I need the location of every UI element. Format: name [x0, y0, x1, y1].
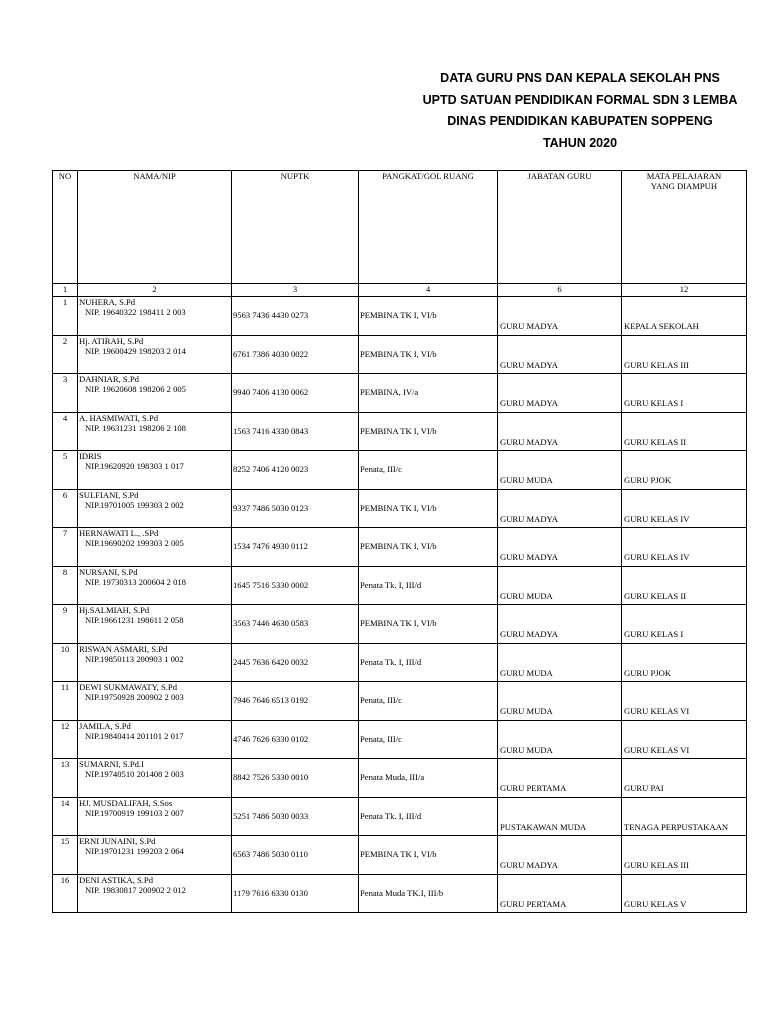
jabatan-cell [498, 335, 622, 374]
mapel-cell [622, 605, 747, 644]
pangkat-value: Penata, III/c [360, 733, 402, 744]
teacher-table [52, 170, 747, 913]
pangkat-cell [359, 489, 498, 528]
jabatan-cell [498, 797, 622, 836]
nuptk-cell [232, 643, 359, 682]
pangkat-cell [359, 374, 498, 413]
teacher-name: Hj. ATIRAH, S.Pd [79, 335, 144, 346]
mapel-cell [622, 489, 747, 528]
teacher-nip: NIP. 19830817 200902 2 012 [85, 884, 186, 895]
nuptk-cell [232, 451, 359, 490]
pangkat-value: Penata, III/c [360, 695, 402, 705]
name-nip-cell [78, 605, 232, 644]
pangkat-value: PEMBINA TK I, VI/b [360, 310, 437, 320]
name-nip-cell [78, 451, 232, 490]
teacher-nip: NIP.19690202 199303 2 005 [85, 538, 184, 548]
name-nip-cell [78, 682, 232, 721]
row-number: 9 [53, 605, 78, 644]
nuptk-cell [232, 335, 359, 374]
jabatan-value: GURU MADYA [500, 513, 559, 524]
row-number: 10 [53, 643, 78, 682]
pangkat-cell [359, 566, 498, 605]
table-row [53, 566, 747, 605]
table-row [53, 412, 747, 451]
teacher-nip: NIP. 19631231 198206 2 108 [85, 422, 186, 433]
mapel-cell [622, 297, 747, 336]
teacher-name: HJ. MUSDALIFAH, S.Sos [79, 797, 173, 808]
jabatan-cell [498, 759, 622, 798]
title-line-3: DINAS PENDIDIKAN KABUPATEN SOPPENG [447, 114, 713, 128]
header-nuptk: NUPTK [232, 171, 359, 284]
teacher-name: NUHERA, S.Pd [79, 297, 136, 307]
mapel-cell [622, 759, 747, 798]
name-nip-cell [78, 874, 232, 913]
teacher-nip: NIP.19701005 199303 2 002 [85, 499, 184, 510]
header-jabatan: JABATAN GURU [498, 171, 622, 284]
nuptk-cell [232, 797, 359, 836]
jabatan-cell [498, 682, 622, 721]
mapel-value: GURU KELAS II [624, 436, 687, 447]
pangkat-value: Penata Muda TK.I, III/b [360, 887, 444, 898]
mapel-cell [622, 335, 747, 374]
row-number: 15 [53, 836, 78, 875]
teacher-nip: NIP.19750928 200902 2 003 [85, 692, 184, 702]
pangkat-cell [359, 836, 498, 875]
jabatan-cell [498, 297, 622, 336]
name-nip-cell [78, 335, 232, 374]
jabatan-value: GURU MUDA [500, 744, 553, 755]
teacher-nip: NIP.19700919 199103 2 007 [85, 807, 184, 818]
nuptk-value: 1563 7416 4330 0843 [233, 425, 309, 436]
nuptk-cell [232, 759, 359, 798]
column-number-row [53, 284, 747, 297]
nuptk-value: 7946 7646 6513 0192 [233, 695, 309, 705]
header-no: NO [53, 171, 78, 284]
pangkat-cell [359, 297, 498, 336]
col-number: 1 [53, 284, 78, 297]
teacher-nip: NIP. 19730313 200604 2 018 [85, 576, 186, 587]
nuptk-cell [232, 836, 359, 875]
mapel-value: GURU KELAS III [624, 860, 689, 870]
name-nip-cell [78, 759, 232, 798]
jabatan-cell [498, 528, 622, 567]
nuptk-cell [232, 566, 359, 605]
mapel-value: GURU PAI [624, 783, 664, 793]
pangkat-value: PEMBINA TK I, VI/b [360, 849, 437, 859]
pangkat-value: Penata Tk. I, III/d [360, 656, 422, 667]
teacher-nip: NIP.19740510 201408 2 003 [85, 769, 184, 779]
teacher-name: A. HASMIWATI, S.Pd [79, 412, 159, 423]
mapel-value: GURU KELAS II [624, 590, 687, 601]
title-line-2: UPTD SATUAN PENDIDIKAN FORMAL SDN 3 LEMBA [422, 92, 738, 107]
jabatan-value: GURU MADYA [500, 629, 559, 639]
jabatan-cell [498, 836, 622, 875]
jabatan-cell [498, 874, 622, 913]
table-row [53, 297, 747, 336]
mapel-value: GURU KELAS III [624, 359, 689, 370]
nuptk-value: 4746 7626 6330 0102 [233, 733, 309, 744]
jabatan-value: PUSTAKAWAN MUDA [500, 821, 587, 832]
pangkat-value: PEMBINA TK I, VI/b [360, 618, 437, 628]
nuptk-cell [232, 374, 359, 413]
nuptk-value: 3563 7446 4630 0583 [233, 618, 309, 628]
mapel-value: GURU KELAS I [624, 629, 684, 639]
teacher-name: SUMARNI, S.Pd.I [79, 759, 144, 769]
jabatan-value: GURU MUDA [500, 706, 553, 716]
title-line-4: TAHUN 2020 [542, 135, 618, 150]
mapel-value: GURU KELAS VI [624, 744, 690, 755]
row-number: 6 [53, 489, 78, 528]
mapel-value: GURU KELAS V [624, 898, 687, 909]
mapel-cell [622, 874, 747, 913]
jabatan-cell [498, 374, 622, 413]
row-number: 14 [53, 797, 78, 836]
nuptk-cell [232, 605, 359, 644]
mapel-cell [622, 528, 747, 567]
teacher-nip: NIP.19620920 198303 1 017 [85, 461, 184, 471]
table-row [53, 643, 747, 682]
pangkat-cell [359, 874, 498, 913]
teacher-nip: NIP. 19620608 198206 2 005 [85, 384, 186, 394]
pangkat-cell [359, 335, 498, 374]
nuptk-value: 1645 7516 5330 0002 [233, 579, 309, 590]
jabatan-cell [498, 566, 622, 605]
row-number: 7 [53, 528, 78, 567]
table-row [53, 489, 747, 528]
row-number: 3 [53, 374, 78, 413]
row-number: 16 [53, 874, 78, 913]
name-nip-cell [78, 643, 232, 682]
nuptk-value: 6761 7386 4030 0022 [233, 348, 309, 359]
pangkat-value: PEMBINA TK I, VI/b [360, 541, 437, 551]
col-number: 4 [359, 284, 498, 297]
jabatan-value: GURU MADYA [500, 552, 559, 562]
teacher-nip: NIP. 19600429 198203 2 014 [85, 345, 186, 356]
jabatan-cell [498, 451, 622, 490]
pangkat-cell [359, 451, 498, 490]
jabatan-value: GURU PERTAMA [500, 898, 567, 909]
jabatan-value: GURU MUDA [500, 475, 553, 485]
teacher-name: DAHNIAR, S.Pd [79, 374, 139, 384]
jabatan-cell [498, 605, 622, 644]
row-number: 13 [53, 759, 78, 798]
mapel-cell [622, 836, 747, 875]
nuptk-cell [232, 412, 359, 451]
table-row [53, 682, 747, 721]
row-number: 12 [53, 720, 78, 759]
mapel-cell [622, 451, 747, 490]
mapel-cell [622, 374, 747, 413]
jabatan-value: GURU MADYA [500, 398, 559, 408]
pangkat-cell [359, 759, 498, 798]
table-row [53, 451, 747, 490]
jabatan-cell [498, 643, 622, 682]
jabatan-value: GURU MADYA [500, 321, 559, 331]
title-line-1: DATA GURU PNS DAN KEPALA SEKOLAH PNS [440, 71, 720, 85]
row-number: 1 [53, 297, 78, 336]
name-nip-cell [78, 797, 232, 836]
mapel-cell [622, 797, 747, 836]
nuptk-cell [232, 297, 359, 336]
pangkat-cell [359, 643, 498, 682]
table-row [53, 797, 747, 836]
mapel-cell [622, 566, 747, 605]
header-nama-nip: NAMA/NIP [78, 171, 232, 284]
row-number: 4 [53, 412, 78, 451]
mapel-cell [622, 720, 747, 759]
pangkat-value: PEMBINA, IV/a [360, 387, 419, 397]
teacher-name: NURSANI, S.Pd [79, 566, 138, 577]
nuptk-value: 5251 7486 5030 0033 [233, 810, 309, 821]
table-row [53, 605, 747, 644]
pangkat-value: PEMBINA TK I, VI/b [360, 348, 437, 359]
teacher-name: DENI ASTIKA, S.Pd [79, 874, 154, 885]
col-number: 2 [78, 284, 232, 297]
jabatan-value: GURU MADYA [500, 860, 559, 870]
nuptk-value: 1179 7616 6330 0130 [233, 887, 308, 898]
nuptk-cell [232, 489, 359, 528]
teacher-name: HERNAWATI L., .SPd [79, 528, 159, 538]
pangkat-cell [359, 605, 498, 644]
teacher-nip: NIP.19701231 199203 2 064 [85, 846, 184, 856]
pangkat-value: Penata Muda, III/a [360, 772, 425, 782]
mapel-value: GURU KELAS I [624, 398, 684, 408]
teacher-nip: NIP.19850113 200903 1 002 [85, 653, 184, 664]
table-row [53, 720, 747, 759]
name-nip-cell [78, 836, 232, 875]
nuptk-value: 8252 7406 4120 0023 [233, 464, 309, 474]
header-row [53, 171, 747, 284]
pangkat-value: PEMBINA TK I, VI/b [360, 502, 437, 513]
teacher-name: SULFIANI, S.Pd [79, 489, 139, 500]
jabatan-value: GURU MADYA [500, 436, 559, 447]
mapel-value: GURU KELAS IV [624, 513, 690, 524]
row-number: 5 [53, 451, 78, 490]
jabatan-value: GURU MUDA [500, 590, 553, 601]
teacher-name: ERNI JUNAINI, S.Pd [79, 836, 156, 846]
mapel-cell [622, 682, 747, 721]
teacher-name: DEWI SUKMAWATY, S.Pd [79, 682, 177, 692]
jabatan-cell [498, 489, 622, 528]
teacher-name: IDRIS [79, 451, 102, 461]
nuptk-value: 9563 7436 4430 0273 [233, 310, 309, 320]
name-nip-cell [78, 297, 232, 336]
nuptk-value: 6563 7486 5030 0110 [233, 849, 308, 859]
teacher-nip: NIP.19840414 201101 2 017 [85, 730, 184, 741]
mapel-value: GURU KELAS VI [624, 706, 690, 716]
name-nip-cell [78, 528, 232, 567]
name-nip-cell [78, 720, 232, 759]
mapel-value: KEPALA SEKOLAH [624, 321, 699, 331]
nuptk-value: 8842 7526 5330 0010 [233, 772, 309, 782]
name-nip-cell [78, 412, 232, 451]
nuptk-value: 9940 7406 4130 0062 [233, 387, 309, 397]
pangkat-cell [359, 797, 498, 836]
nuptk-cell [232, 874, 359, 913]
table-row [53, 836, 747, 875]
mapel-cell [622, 643, 747, 682]
row-number: 8 [53, 566, 78, 605]
teacher-name: RISWAN ASMARI, S.Pd [79, 643, 168, 654]
pangkat-cell [359, 720, 498, 759]
jabatan-value: GURU MUDA [500, 667, 553, 678]
table-row [53, 528, 747, 567]
pangkat-value: Penata Tk. I, III/d [360, 579, 422, 590]
header-mapel: MATA PELAJARAN YANG DIAMPUH [622, 171, 747, 284]
table-row [53, 759, 747, 798]
table-row [53, 335, 747, 374]
nuptk-value: 9337 7486 5030 0123 [233, 502, 309, 513]
nuptk-cell [232, 682, 359, 721]
pangkat-cell [359, 682, 498, 721]
table-row [53, 374, 747, 413]
col-number: 3 [232, 284, 359, 297]
nuptk-value: 1534 7476 4930 0112 [233, 541, 308, 551]
teacher-name: JAMILA, S.Pd [79, 720, 131, 731]
mapel-cell [622, 412, 747, 451]
pangkat-value: PEMBINA TK I, VI/b [360, 425, 437, 436]
name-nip-cell [78, 489, 232, 528]
pangkat-value: Penata Tk. I, III/d [360, 810, 422, 821]
mapel-value: GURU KELAS IV [624, 552, 690, 562]
pangkat-cell [359, 528, 498, 567]
mapel-value: GURU PJOK [624, 667, 672, 678]
document-title [400, 68, 760, 154]
jabatan-cell [498, 412, 622, 451]
pangkat-cell [359, 412, 498, 451]
pangkat-value: Penata, III/c [360, 464, 402, 474]
mapel-value: TENAGA PERPUSTAKAAN [624, 821, 729, 832]
name-nip-cell [78, 566, 232, 605]
teacher-nip: NIP.19661231 198611 2 058 [85, 615, 184, 625]
col-number: 6 [498, 284, 622, 297]
header-pangkat: PANGKAT/GOL RUANG [359, 171, 498, 284]
teacher-name: Hj.SALMIAH, S.Pd [79, 605, 150, 615]
row-number: 11 [53, 682, 78, 721]
table-row [53, 874, 747, 913]
jabatan-cell [498, 720, 622, 759]
jabatan-value: GURU MADYA [500, 359, 559, 370]
row-number: 2 [53, 335, 78, 374]
mapel-value: GURU PJOK [624, 475, 672, 485]
name-nip-cell [78, 374, 232, 413]
nuptk-cell [232, 720, 359, 759]
jabatan-value: GURU PERTAMA [500, 783, 567, 793]
nuptk-value: 2445 7636 6420 0032 [233, 656, 309, 667]
col-number: 12 [622, 284, 747, 297]
nuptk-cell [232, 528, 359, 567]
teacher-nip: NIP. 19640322 198411 2 003 [85, 307, 186, 317]
